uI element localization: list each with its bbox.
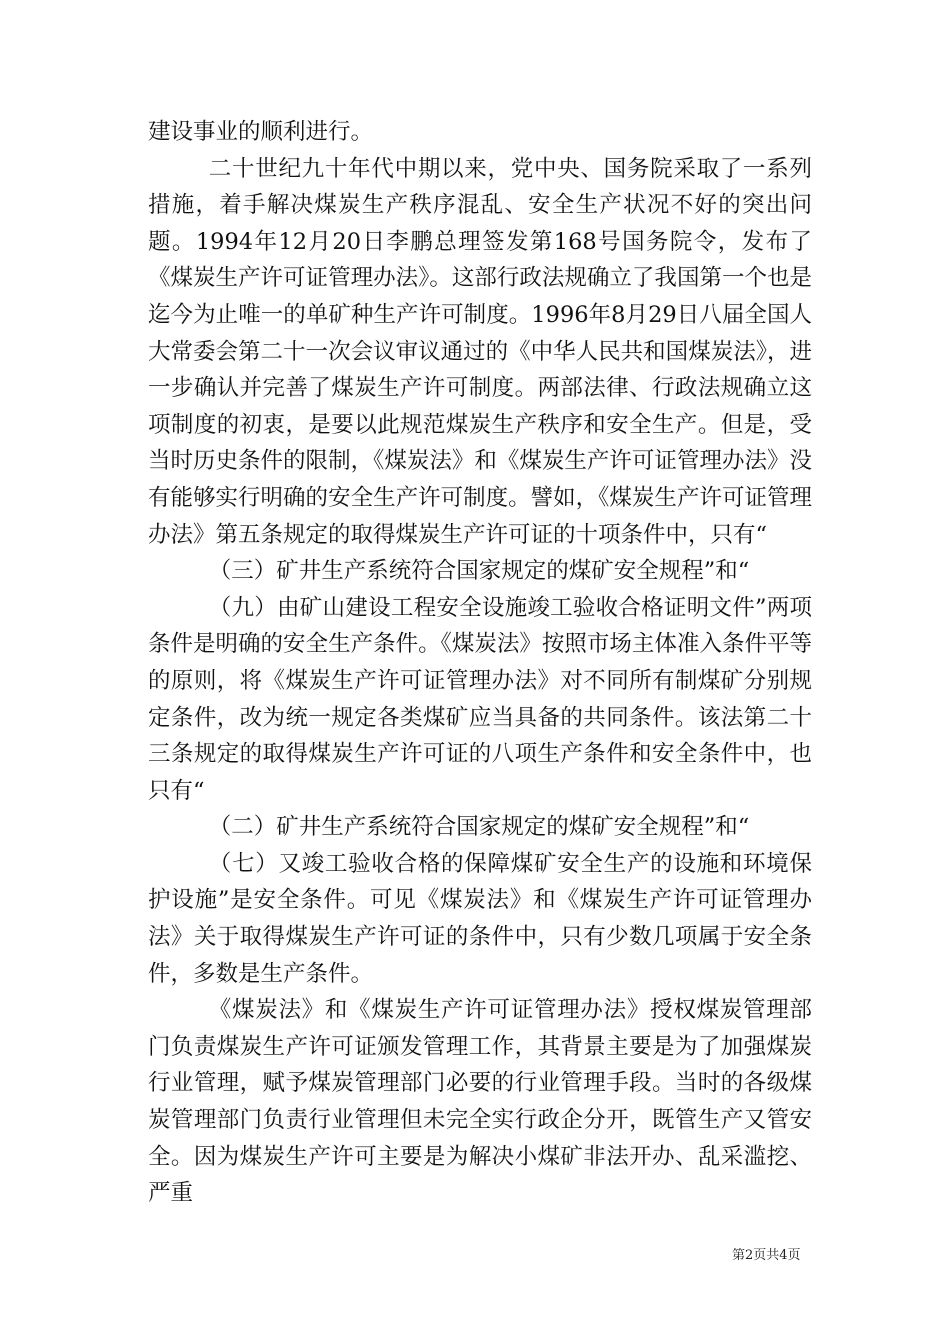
paragraph-5: （二）矿井生产系统符合国家规定的煤矿安全规程”和“ [208, 814, 750, 841]
paragraph-6: （七）又竣工验收合格的保障煤矿安全生产的设施和环境保护设施”是安全条件。可见《煤炭法》和《煤炭生产许可证管理办法》关于取得煤炭生产许可证的条件中，只有少数几项属于安全条件，多数是生产条件。 [148, 850, 812, 987]
paragraph-7: 《煤炭法》和《煤炭生产许可证管理办法》授权煤炭管理部门负责煤炭生产许可证颁发管理工作，其背景主要是为了加强煤炭行业管理，赋予煤炭管理部门必要的行业管理手段。当时的各级煤炭管理部门负责行业管理但未完全实行政企分开，既管生产又管安全。因为煤炭生产许可主要是为解决小煤矿非法开办、乱采滥挖、严重 [148, 997, 812, 1207]
page-number: 第2页共4页 [732, 1248, 801, 1263]
paragraph-4: （九）由矿山建设工程安全设施竣工验收合格证明文件”两项条件是明确的安全生产条件。《煤炭法》按照市场主体准入条件平等的原则，将《煤炭生产许可证管理办法》对不同所有制煤矿分别规定条件，改为统一规定各类煤矿应当具备的共同条件。该法第二十三条规定的取得煤炭生产许可证的八项生产条件和安全条件中，也只有“ [148, 594, 812, 804]
document-body [148, 114, 812, 1212]
paragraph-3: （三）矿井生产系统符合国家规定的煤矿安全规程”和“ [208, 558, 750, 585]
paragraph-1: 建设事业的顺利进行。 [148, 119, 374, 145]
paragraph-2: 二十世纪九十年代中期以来，党中央、国务院采取了一系列措施，着手解决煤炭生产秩序混乱、安全生产状况不好的突出问题。1994年12月20日李鹏总理签发第168号国务院令，发布了《煤炭生产许可证管理办法》。这部行政法规确立了我国第一个也是迄今为止唯一的单矿种生产许可制度。1996年8月29日八届全国人大常委会第二十一次会议审议通过的《中华人民共和国煤炭法》，进一步确认并完善了煤炭生产许可制度。两部法律、行政法规确立这项制度的初衷，是要以此规范煤炭生产秩序和安全生产。但是，受当时历史条件的限制，《煤炭法》和《煤炭生产许可证管理办法》没有能够实行明确的安全生产许可制度。譬如，《煤炭生产许可证管理办法》第五条规定的取得煤炭生产许可证的十项条件中，只有“ [148, 155, 812, 548]
